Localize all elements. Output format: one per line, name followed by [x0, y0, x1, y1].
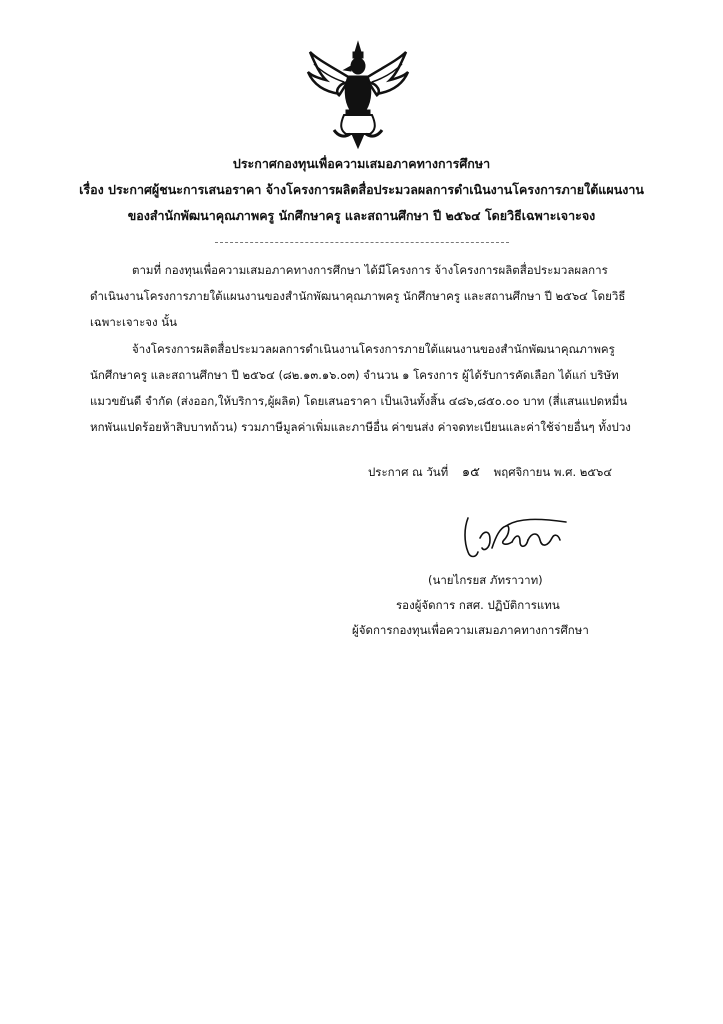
signer-name: (นายไกรยส ภัทราวาท) — [428, 573, 543, 587]
handwritten-signature — [448, 508, 578, 566]
announcement-month-year: พฤศจิกายน พ.ศ. ๒๕๖๔ — [493, 465, 613, 479]
paragraph-1-line-3: เฉพาะเจาะจง นั้น — [90, 315, 178, 329]
header-divider — [215, 242, 509, 243]
paragraph-1-line-2: ดำเนินงานโครงการภายใต้แผนงานของสำนักพัฒนาคุณภาพครู นักศึกษาครู และสถานศึกษา ปี ๒๕๖๔ โดยวิธี — [90, 289, 626, 303]
paragraph-2-line-4: หกพันแปดร้อยห้าสิบบาทถ้วน) รวมภาษีมูลค่าเพิ่มและภาษีอื่น ค่าขนส่ง ค่าจดทะเบียนและค่าใช้จ่ายอื่นๆ ทั้งปวง — [90, 420, 631, 434]
paragraph-2-line-2: นักศึกษาครู และสถานศึกษา ปี ๒๕๖๔ (๘๒.๑๓.๑๖.๐๓) จำนวน ๑ โครงการ ผู้ได้รับการคัดเลือก ได้แก่ บริษัท — [90, 368, 619, 382]
paragraph-2-line-3: แมวขยันดี จำกัด (ส่งออก,ให้บริการ,ผู้ผลิต) โดยเสนอราคา เป็นเงินทั้งสิ้น ๔๘๖,๘๕๐.๐๐ บาท (สี่แสนแปดหมื่น — [90, 394, 628, 408]
garuda-emblem-icon — [304, 38, 412, 150]
announcement-day: ๑๕ — [461, 465, 481, 480]
announcement-date — [368, 464, 612, 481]
signer-position-2: ผู้จัดการกองทุนเพื่อความเสมอภาคทางการศึกษา — [352, 623, 589, 637]
paragraph-1-line-1: ตามที่ กองทุนเพื่อความเสมอภาคทางการศึกษา ได้มีโครงการ จ้างโครงการผลิตสื่อประมวลผลการ — [132, 263, 608, 277]
org-title: ประกาศกองทุนเพื่อความเสมอภาคทางการศึกษา — [232, 156, 491, 171]
subject-line-2: ของสำนักพัฒนาคุณภาพครู นักศึกษาครู และสถานศึกษา ปี ๒๕๖๔ โดยวิธีเฉพาะเจาะจง — [127, 208, 596, 223]
announcement-prefix: ประกาศ ณ วันที่ — [368, 465, 449, 479]
paragraph-2-line-1: จ้างโครงการผลิตสื่อประมวลผลการดำเนินงานโครงการภายใต้แผนงานของสำนักพัฒนาคุณภาพครู — [132, 342, 615, 356]
signer-position-1: รองผู้จัดการ กสศ. ปฏิบัติการแทน — [396, 598, 560, 612]
subject-line-1: เรื่อง ประกาศผู้ชนะการเสนอราคา จ้างโครงการผลิตสื่อประมวลผลการดำเนินงานโครงการภายใต้แผนงาน — [79, 182, 644, 197]
